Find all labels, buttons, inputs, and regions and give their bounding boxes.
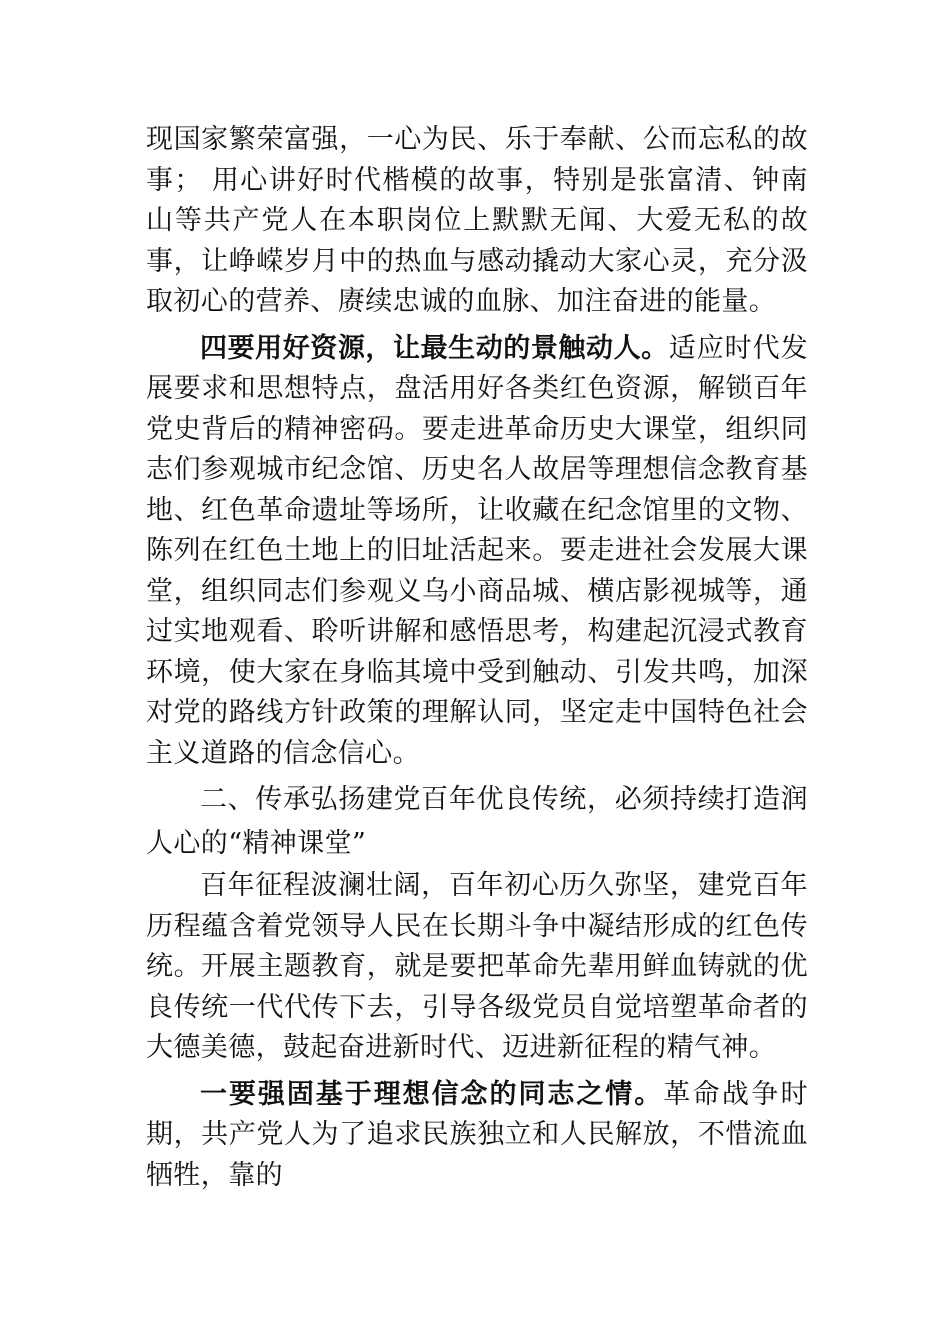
paragraph-resources <box>146 329 808 775</box>
paragraph-text: 现国家繁荣富强，一心为民、乐于奉献、公而忘私的故事； 用心讲好时代楷模的故事，特别是张富清、钟南山等共产党人在本职岗位上默默无闻、大爱无私的故事，让峥嵘岁月中的热血与感动撬动大家心灵，充分汲取初心的营养、赓续忠诚的血脉、加注奋进的能量。 <box>146 124 808 317</box>
paragraph-lead-bold: 四要用好资源，让最生动的景触动人。 <box>200 332 669 364</box>
paragraph-text: 百年征程波澜壮阔，百年初心历久弥坚，建党百年历程蕴含着党领导人民在长期斗争中凝结形成的红色传统。开展主题教育，就是要把革命先辈用鲜血铸就的优良传统一代代传下去，引导各级党员自觉培塑革命者的大德美德，鼓起奋进新时代、迈进新征程的精气神。 <box>146 870 808 1063</box>
document-body <box>146 120 808 1196</box>
paragraph-text: 适应时代发展要求和思想特点，盘活用好各类红色资源，解锁百年党史背后的精神密码。要走进革命历史大课堂，组织同志们参观城市纪念馆、历史名人故居等理想信念教育基地、红色革命遗址等场所，让收藏在纪念馆里的文物、陈列在红色土地上的旧址活起来。要走进社会发展大课堂，组织同志们参观义乌小商品城、横店影视城等，通过实地观看、聆听讲解和感悟思考，构建起沉浸式教育环境，使大家在身临其境中受到触动、引发共鸣，加深对党的路线方针政策的理解认同，坚定走中国特色社会主义道路的信念信心。 <box>146 332 809 769</box>
section-heading-text: 二、传承弘扬建党百年优良传统，必须持续打造润人心的“精神课堂” <box>146 784 808 859</box>
paragraph-continuation <box>146 120 808 323</box>
section-heading <box>146 778 808 866</box>
paragraph-tradition <box>146 866 808 1069</box>
paragraph-text: 革命战争时期，共产党人为了追求民族独立和人民解放，不惜流血牺牲，靠的 <box>146 1078 809 1191</box>
paragraph-lead-bold: 一要强固基于理想信念的同志之情。 <box>200 1078 664 1110</box>
paragraph-comradeship <box>146 1075 808 1197</box>
